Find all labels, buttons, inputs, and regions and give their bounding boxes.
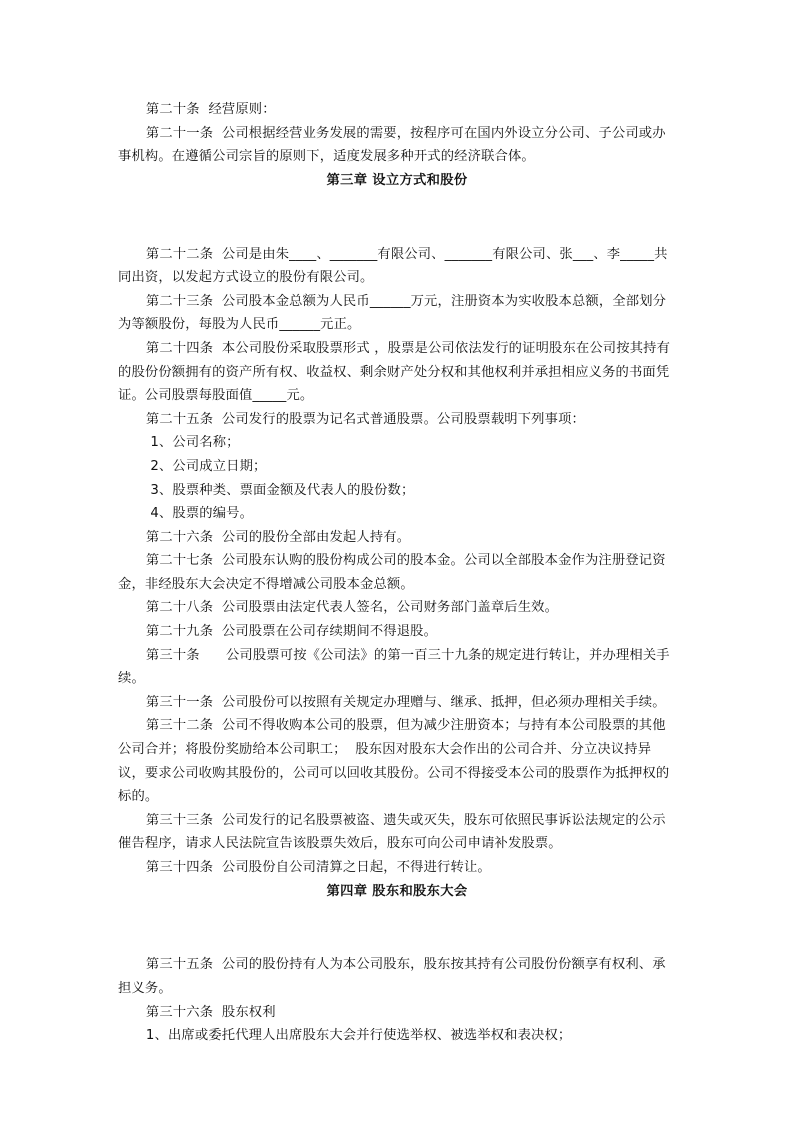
document-body [118, 98, 676, 1048]
article-paragraph: 第二十八条 公司股票由法定代表人签名，公司财务部门盖章后生效。 [145, 600, 559, 616]
article-paragraph: 1、出席或委托代理人出席股东大会并行使选举权、被选举权和表决权； [145, 1028, 572, 1044]
article-paragraph: 第三十三条 公司发行的记名股票被盗、遗失或灭失，股东可依照民事诉讼法规定的公示催告程序，请求人民法院宣告该股票失效后，股东可向公司申请补发股票。 [118, 812, 666, 852]
chapter-heading: 第三章 设立方式和股份 [326, 172, 468, 188]
article-paragraph: 第三十一条 公司股份可以按照有关规定办理赠与、继承、抵押，但必须办理相关手续。 [145, 694, 666, 710]
article-paragraph: 3、股票种类、票面金额及代表人的股份数； [145, 482, 415, 498]
article-paragraph: 第二十一条 公司根据经营业务发展的需要，按程序可在国内外设立分公司、子公司或办事机构。在遵循公司宗旨的原则下，适度发展多种开式的经济联合体。 [118, 125, 666, 165]
article-paragraph: 1、公司名称； [145, 435, 240, 451]
article-paragraph: 第二十三条 公司股本金总额为人民币______万元，注册资本为实收股本总额，全部划分为等额股份，每股为人民币______元正。 [118, 293, 667, 333]
blank-line [118, 916, 676, 940]
article-paragraph: 第二十九条 公司股票在公司存续期间不得退股。 [145, 624, 438, 640]
article-paragraph: 第三十四条 公司股份自公司清算之日起，不得进行转让。 [145, 860, 491, 875]
article-paragraph: 第二十五条 公司发行的股票为记名式普通股票。公司股票载明下列事项： [145, 411, 585, 427]
article-paragraph: 第二十二条 公司是由朱____、_______有限公司、_______有限公司、张___、李_____共同出资，以发起方式设立的股份有限公司。 [118, 246, 668, 286]
article-paragraph: 4、股票的编号。 [145, 506, 254, 522]
article-paragraph: 第三十二条 公司不得收购本公司的股票，但为减少注册资本；与持有本公司股票的其他公司合并；将股份奖励给本公司职工； 股东因对股东大会作出的公司合并、分立决议持异议，要求公司收购其股份的，公司可以回收其股份。公司不得接受本公司的股票作为抵押权的标的。 [118, 718, 670, 805]
article-paragraph: 第二十条 经营原则： [145, 102, 276, 117]
article-paragraph: 第三十六条 股东权利 [145, 1004, 276, 1020]
blank-line [118, 206, 676, 230]
article-paragraph: 第二十七条 公司股东认购的股份构成公司的股本金。公司以全部股本金作为注册登记资金，非经股东大会决定不得增减公司股本金总额。 [118, 553, 666, 592]
article-paragraph: 第二十六条 公司的股份全部由发起人持有。 [145, 529, 411, 545]
article-paragraph: 2、公司成立日期； [145, 458, 267, 474]
article-paragraph: 第二十四条 本公司股份采取股票形式 ，股票是公司依法发行的证明股东在公司按其持有的股份份额拥有的资产所有权、收益权、剩余财产处分权和其他权利并承担相应义务的书面凭证。公司股票每股面值_____元。 [118, 340, 671, 404]
chapter-heading: 第四章 股东和股东大会 [326, 883, 468, 899]
article-paragraph: 第三十五条 公司的股份持有人为本公司股东，股东按其持有公司股份份额享有权利、承担义务。 [118, 957, 666, 996]
article-paragraph: 第三十条 公司股票可按《公司法》的第一百三十九条的规定进行转让，并办理相关手续。 [118, 647, 670, 687]
